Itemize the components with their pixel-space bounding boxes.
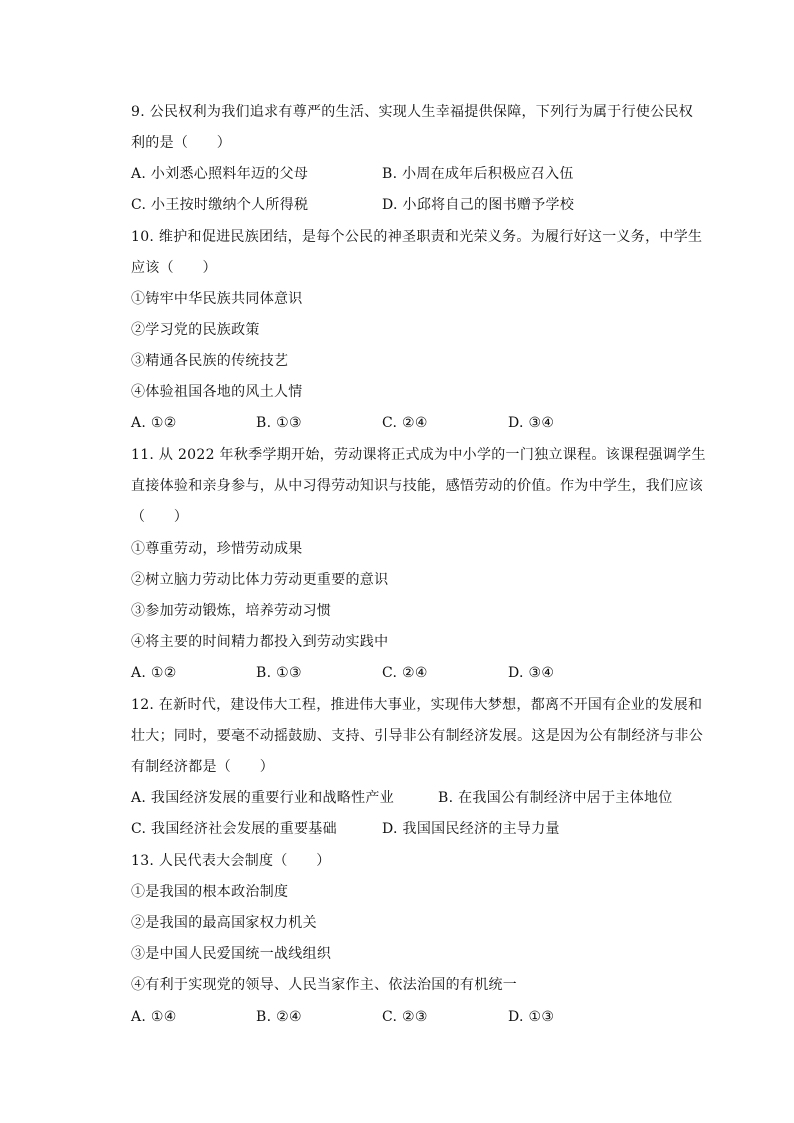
q12-option-d: D. 我国国民经济的主导力量 — [382, 821, 560, 837]
q13-statement: ①是我国的根本政治制度 — [131, 884, 289, 900]
q12-option-c: C. 我国经济社会发展的重要基础 — [131, 821, 337, 837]
q10-option-c: C. ②④ — [382, 415, 428, 431]
q10-stem-line2: 应该（ ） — [131, 260, 217, 276]
q9-option-c: C. 小王按时缴纳个人所得税 — [131, 197, 309, 213]
q13-statement: ②是我国的最高国家权力机关 — [131, 915, 317, 931]
q11-option-b: B. ①③ — [256, 665, 302, 681]
q11-stem-line2: 直接体验和亲身参与，从中习得劳动知识与技能，感悟劳动的价值。作为中学生，我们应该 — [131, 478, 703, 494]
q9-stem-line2: 利的是（ ） — [131, 135, 232, 151]
q10-statement: ①铸牢中华民族共同体意识 — [131, 291, 303, 307]
q12-option-a: A. 我国经济发展的重要行业和战略性产业 — [131, 790, 395, 806]
q12-stem-line1: 12. 在新时代，建设伟大工程，推进伟大事业，实现伟大梦想，都离不开国有企业的发展和 — [131, 697, 703, 713]
q11-option-c: C. ②④ — [382, 665, 428, 681]
q10-option-d: D. ③④ — [508, 415, 555, 431]
q13-option-c: C. ②③ — [382, 1009, 428, 1025]
q9-option-d: D. 小邱将自己的图书赠予学校 — [382, 197, 575, 213]
q10-statement: ③精通各民族的传统技艺 — [131, 353, 289, 369]
q11-option-a: A. ①② — [131, 665, 177, 681]
q9-option-a: A. 小刘悉心照料年迈的父母 — [131, 166, 309, 182]
q11-statement: ①尊重劳动，珍惜劳动成果 — [131, 541, 303, 557]
q13-option-b: B. ②④ — [256, 1009, 302, 1025]
q10-statement: ④体验祖国各地的风土人情 — [131, 384, 303, 400]
q11-stem-line3: （ ） — [131, 509, 189, 525]
q12-option-b: B. 在我国公有制经济中居于主体地位 — [438, 790, 673, 806]
q13-option-d: D. ①③ — [508, 1009, 555, 1025]
q10-stem-line1: 10. 维护和促进民族团结，是每个公民的神圣职责和光荣义务。为履行好这一义务，中学生 — [131, 229, 703, 245]
q11-stem-line1: 11. 从 2022 年秋季学期开始，劳动课将正式成为中小学的一门独立课程。该课程强调学生 — [131, 447, 706, 463]
q10-option-a: A. ①② — [131, 415, 177, 431]
q11-statement: ④将主要的时间精力都投入到劳动实践中 — [131, 634, 389, 650]
q9-stem-line1: 9. 公民权利为我们追求有尊严的生活、实现人生幸福提供保障，下列行为属于行使公民权 — [131, 104, 694, 120]
q13-statement: ④有利于实现党的领导、人民当家作主、依法治国的有机统一 — [131, 977, 518, 993]
q13-option-a: A. ①④ — [131, 1009, 177, 1025]
q12-stem-line2: 壮大；同时，要毫不动摇鼓励、支持、引导非公有制经济发展。这是因为公有制经济与非公 — [131, 728, 703, 744]
q12-stem-line3: 有制经济都是（ ） — [131, 759, 274, 775]
q10-statement: ②学习党的民族政策 — [131, 322, 260, 338]
q11-statement: ③参加劳动锻炼，培养劳动习惯 — [131, 603, 332, 619]
q10-option-b: B. ①③ — [256, 415, 302, 431]
q13-statement: ③是中国人民爱国统一战线组织 — [131, 946, 332, 962]
q11-option-d: D. ③④ — [508, 665, 555, 681]
q11-statement: ②树立脑力劳动比体力劳动更重要的意识 — [131, 572, 389, 588]
q9-option-b: B. 小周在成年后积极应召入伍 — [382, 166, 574, 182]
q13-stem-line1: 13. 人民代表大会制度（ ） — [131, 853, 331, 869]
